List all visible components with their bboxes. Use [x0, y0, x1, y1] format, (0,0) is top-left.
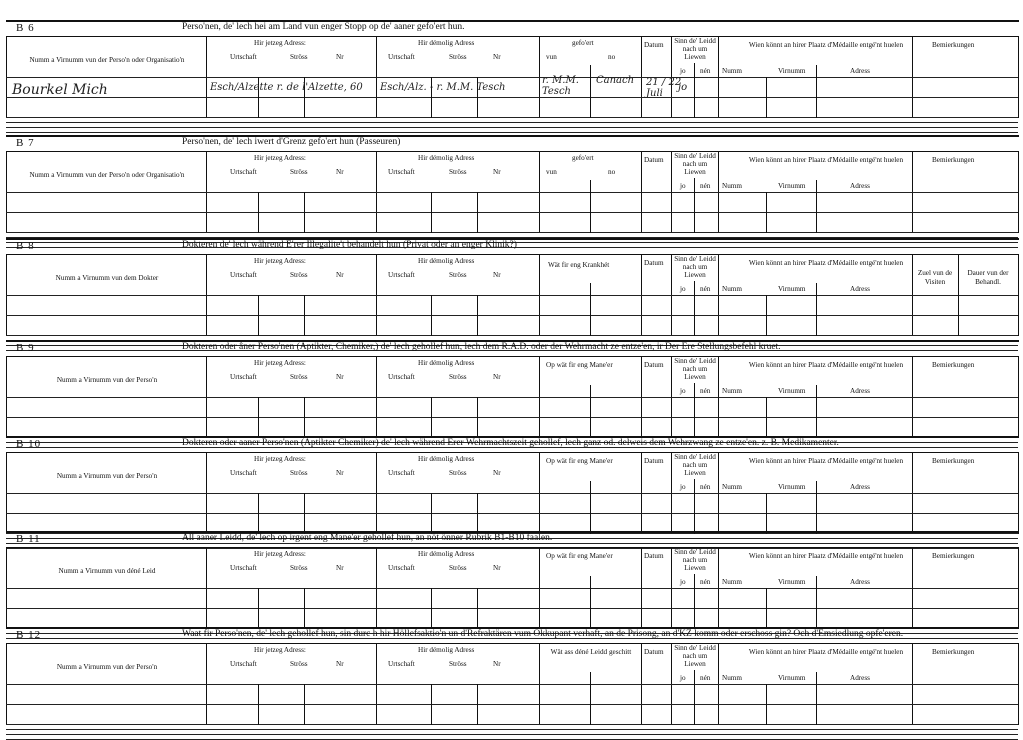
header-bottom: [6, 192, 1018, 193]
to-header: no: [608, 168, 616, 176]
place-header: Urtschaft: [230, 53, 257, 61]
section-b9: [6, 340, 1019, 437]
place-header: Urtschaft: [388, 469, 415, 477]
remarks-header: Bemierkungen: [932, 552, 975, 560]
nr-header: Nr: [336, 564, 344, 572]
section-b6: [6, 20, 1019, 117]
table-right-edge: [1018, 453, 1019, 534]
date-header: Datum: [644, 457, 664, 465]
nr-header: Nr: [336, 271, 344, 279]
place-header: Urtschaft: [388, 660, 415, 668]
street-header: Ströss: [290, 660, 308, 668]
sub-column-divider: [766, 684, 767, 725]
sub-column-divider: [694, 493, 695, 534]
section-table: [6, 36, 1019, 118]
section-id: B 12: [16, 629, 42, 641]
section-title: Perso'nen, de' lech hei am Land vun enger Stopp op de' aaner gefo'ert hun.: [182, 22, 465, 32]
from-to-divider: [590, 481, 591, 493]
manner-header: Op wät fir eng Mane'er: [546, 361, 613, 369]
table-right-edge: [1018, 357, 1019, 438]
place-header: Urtschaft: [388, 53, 415, 61]
medal-address-header: Adress: [850, 182, 870, 190]
sub-column-divider: [258, 192, 259, 233]
place-header: Urtschaft: [230, 660, 257, 668]
date-header: Datum: [644, 259, 664, 267]
yes-header: jo: [680, 578, 686, 586]
medal-name-header: Numm: [722, 483, 742, 491]
sub-column-divider: [431, 684, 432, 725]
entry-row-divider: [6, 417, 1018, 418]
sub-column-divider: [694, 192, 695, 233]
alive-header: Sinn de' Leidd nach um Liewen: [674, 357, 716, 381]
yes-no-divider: [694, 178, 695, 192]
header-bottom: [6, 588, 1018, 589]
sub-column-divider: [766, 588, 767, 629]
yes-header: jo: [680, 483, 686, 491]
section-id: B 7: [16, 137, 35, 149]
section-title: Dokteren de' lech während E'rer Illegalite't behandelt hun (Privat oder an enger Klinik?): [182, 240, 517, 250]
medal-firstname-header: Virnumm: [778, 387, 806, 395]
medal-address-header: Adress: [850, 578, 870, 586]
sub-column-divider: [766, 295, 767, 336]
place-header: Urtschaft: [388, 168, 415, 176]
street-header: Ströss: [449, 469, 467, 477]
sub-column-divider: [816, 77, 817, 118]
section-id: B 10: [16, 438, 42, 450]
sub-column-divider: [304, 588, 305, 629]
handwritten-date[interactable]: 21 / 22 Juli: [646, 77, 682, 99]
no-header: nén: [700, 182, 711, 190]
medal-address-header: Adress: [850, 67, 870, 75]
sub-column-divider: [431, 397, 432, 438]
yes-no-divider: [694, 281, 695, 295]
sub-column-divider: [766, 493, 767, 534]
section-b12: [6, 627, 1019, 724]
sub-column-divider: [304, 684, 305, 725]
entry-row-divider: [6, 513, 1018, 514]
nr-header: Nr: [493, 271, 501, 279]
section-id: B 11: [16, 533, 41, 545]
sub-column-divider: [694, 684, 695, 725]
dotted-row: [6, 734, 1018, 735]
manner-header: Op wät fir eng Mane'er: [546, 552, 613, 560]
section-id: B 9: [16, 342, 35, 354]
sub-column-divider: [694, 588, 695, 629]
former-address-header: Hir démolig Adress: [418, 550, 475, 558]
sub-column-divider: [590, 684, 591, 725]
sub-column-divider: [590, 588, 591, 629]
medal-header: Wien könnt an hirer Plaatz d'Médaille entgé'nt huelen: [748, 361, 904, 369]
from-header: vun: [546, 168, 557, 176]
sub-column-divider: [304, 192, 305, 233]
sub-column-divider: [477, 588, 478, 629]
yes-no-divider: [694, 63, 695, 77]
sub-column-divider: [590, 493, 591, 534]
sub-column-divider: [766, 397, 767, 438]
yes-header: jo: [680, 182, 686, 190]
from-header: vun: [546, 53, 557, 61]
sub-column-divider: [816, 295, 817, 336]
current-address-header: Hir jetzeg Adress:: [254, 646, 306, 654]
section-b10: [6, 436, 1019, 533]
name-column-header: Numm a Virnumm vun dem Dokter: [55, 274, 159, 282]
former-address-header: Hir démolig Adress: [418, 646, 475, 654]
place-header: Urtschaft: [230, 469, 257, 477]
medal-sub-divider: [816, 672, 817, 684]
header-bottom: [6, 493, 1018, 494]
yes-no-divider: [694, 670, 695, 684]
section-table: [6, 151, 1019, 233]
medal-firstname-header: Virnumm: [778, 578, 806, 586]
former-address-header: Hir démolig Adress: [418, 39, 475, 47]
alive-header: Sinn de' Leidd nach um Liewen: [674, 453, 716, 477]
yes-header: jo: [680, 285, 686, 293]
street-header: Ströss: [449, 373, 467, 381]
duration-header: Dauer vun der Behandl.: [967, 269, 1009, 286]
yes-header: jo: [680, 67, 686, 75]
sub-column-divider: [694, 397, 695, 438]
sub-column-divider: [816, 493, 817, 534]
street-header: Ströss: [290, 564, 308, 572]
section-b8: [6, 238, 1019, 335]
section-b11: [6, 531, 1019, 628]
medal-sub-divider: [816, 180, 817, 192]
handwritten-alive[interactable]: jo: [678, 82, 688, 93]
current-address-header: Hir jetzeg Adress:: [254, 550, 306, 558]
yes-header: jo: [680, 674, 686, 682]
sub-column-divider: [477, 684, 478, 725]
remarks-header: Bemierkungen: [932, 457, 975, 465]
medal-name-header: Numm: [722, 578, 742, 586]
medal-address-header: Adress: [850, 674, 870, 682]
medal-address-header: Adress: [850, 483, 870, 491]
name-column-header: Numm a Virnumm vun der Perso'n oder Organisatio'n: [29, 171, 185, 179]
nr-header: Nr: [336, 660, 344, 668]
current-address-header: Hir jetzeg Adress:: [254, 257, 306, 265]
nr-header: Nr: [493, 469, 501, 477]
medal-header: Wien könnt an hirer Plaatz d'Médaille entgé'nt huelen: [748, 552, 904, 560]
street-header: Ströss: [290, 271, 308, 279]
table-bottom: [6, 117, 1018, 118]
handwritten-current-address[interactable]: Esch/Alzette r. de l'Alzette, 60: [210, 82, 363, 93]
name-column-header: Numm a Virnumm vun der Perso'n: [56, 472, 158, 480]
sub-column-divider: [477, 493, 478, 534]
street-header: Ströss: [449, 564, 467, 572]
current-address-header: Hir jetzeg Adress:: [254, 154, 306, 162]
section-title: Dokteren oder âner Perso'nen (Aptikter, Chemiker,) de' lech gehollef hun, lech dem R.A.D. oder der Wehrmacht ze entze'en, ir Der Ere Stellungsbefehl kruet.: [182, 342, 781, 352]
visits-header: Zuel vun de Visiten: [917, 269, 953, 286]
handwritten-former-address[interactable]: Esch/Alz. - r. M.M. Tesch: [380, 82, 506, 93]
entry-row-divider: [6, 315, 1018, 316]
header-bottom: [6, 295, 1018, 296]
section-table: [6, 356, 1019, 438]
section-title: Perso'nen, de' lech iwert d'Grenz gefo'ert hun (Passeuren): [182, 137, 401, 147]
section-title: All aaner Leidd, de' lech op irgent eng Mane'er gehollef hun, an nöt önner Rubrik B1-B10 faalen.: [182, 533, 553, 543]
date-header: Datum: [644, 648, 664, 656]
street-header: Ströss: [449, 660, 467, 668]
place-header: Urtschaft: [230, 373, 257, 381]
street-header: Ströss: [449, 53, 467, 61]
sub-column-divider: [431, 192, 432, 233]
entry-row-divider: [6, 704, 1018, 705]
name-column-header: Numm a Virnumm vun der Perso'n: [56, 376, 158, 384]
dotted-row: [6, 122, 1018, 123]
former-address-header: Hir démolig Adress: [418, 455, 475, 463]
nr-header: Nr: [336, 373, 344, 381]
nr-header: Nr: [493, 53, 501, 61]
handwritten-name[interactable]: Bourkel Mich: [12, 82, 108, 98]
yes-header: jo: [680, 387, 686, 395]
sub-column-divider: [304, 397, 305, 438]
yes-no-divider: [694, 479, 695, 493]
section-title: Waat fir Perso'nen, de' lech gehollef hun, sin durc h hir Höllefsaktio'n un d'Refraktären vum Okkupant verhaft, an de Prisong, an d'KZ komm oder erschoss gin? Och d'Emsiedlung opfe'eren.: [182, 629, 904, 639]
current-address-header: Hir jetzeg Adress:: [254, 39, 306, 47]
sub-column-divider: [590, 77, 591, 118]
table-right-edge: [1018, 152, 1019, 233]
place-header: Urtschaft: [230, 168, 257, 176]
name-column-header: Numm a Virnumm vun déné Leid: [58, 567, 156, 575]
medal-firstname-header: Virnumm: [778, 483, 806, 491]
no-header: nén: [700, 387, 711, 395]
header-bottom: [6, 684, 1018, 685]
section-title: Dokteren oder aaner Perso'nen (Aptikter Chemiker) de' lech während Erer Wehrmachtszeit gehollef, lech ganz od. delweis dem Wehrzwang ze entze'en. z. B. Medikamenter.: [182, 438, 839, 448]
sub-column-divider: [816, 684, 817, 725]
sub-column-divider: [304, 493, 305, 534]
sub-column-divider: [258, 397, 259, 438]
former-address-header: Hir démolig Adress: [418, 359, 475, 367]
section-rule: [6, 20, 1019, 22]
from-to-divider: [590, 180, 591, 192]
table-right-edge: [1018, 548, 1019, 629]
section-table: [6, 254, 1019, 336]
alive-header: Sinn de' Leidd nach um Liewen: [674, 255, 716, 279]
medal-name-header: Numm: [722, 67, 742, 75]
current-address-header: Hir jetzeg Adress:: [254, 359, 306, 367]
place-header: Urtschaft: [388, 373, 415, 381]
alive-header: Sinn de' Leidd nach um Liewen: [674, 37, 716, 61]
date-header: Datum: [644, 552, 664, 560]
manner-header: Op wät fir eng Mane'er: [546, 457, 613, 465]
sub-column-divider: [816, 397, 817, 438]
medal-header: Wien könnt an hirer Plaatz d'Médaille entgé'nt huelen: [748, 41, 904, 49]
medal-firstname-header: Virnumm: [778, 182, 806, 190]
former-address-header: Hir démolig Adress: [418, 257, 475, 265]
table-bottom: [6, 335, 1018, 336]
medal-header: Wien könnt an hirer Plaatz d'Médaille entgé'nt huelen: [748, 259, 904, 267]
street-header: Ströss: [290, 53, 308, 61]
sub-column-divider: [431, 493, 432, 534]
street-header: Ströss: [449, 168, 467, 176]
sub-column-divider: [431, 295, 432, 336]
no-header: nén: [700, 578, 711, 586]
medal-sub-divider: [816, 283, 817, 295]
section-table: [6, 643, 1019, 725]
sub-column-divider: [258, 684, 259, 725]
date-header: Datum: [644, 156, 664, 164]
table-right-edge: [1018, 37, 1019, 118]
medal-name-header: Numm: [722, 674, 742, 682]
dotted-row: [6, 127, 1018, 128]
sub-column-divider: [477, 397, 478, 438]
sub-column-divider: [258, 493, 259, 534]
medal-header: Wien könnt an hirer Plaatz d'Médaille entgé'nt huelen: [748, 457, 904, 465]
sub-column-divider: [590, 295, 591, 336]
from-to-divider: [590, 576, 591, 588]
medal-firstname-header: Virnumm: [778, 674, 806, 682]
no-header: nén: [700, 67, 711, 75]
medal-firstname-header: Virnumm: [778, 67, 806, 75]
place-header: Urtschaft: [230, 564, 257, 572]
medal-sub-divider: [816, 65, 817, 77]
remarks-header: Bemierkungen: [932, 648, 975, 656]
column-divider: [958, 255, 959, 336]
medal-name-header: Numm: [722, 387, 742, 395]
place-header: Urtschaft: [230, 271, 257, 279]
illness-header: Wät fir eng Krankhét: [548, 261, 610, 269]
section-table: [6, 452, 1019, 534]
table-bottom: [6, 724, 1018, 725]
sub-column-divider: [304, 295, 305, 336]
place-header: Urtschaft: [388, 564, 415, 572]
yes-no-divider: [694, 574, 695, 588]
date-header: Datum: [644, 361, 664, 369]
remarks-header: Bemierkungen: [932, 41, 975, 49]
street-header: Ströss: [290, 469, 308, 477]
handwritten-to[interactable]: Canach: [596, 75, 635, 86]
medal-header: Wien könnt an hirer Plaatz d'Médaille entgé'nt huelen: [748, 648, 904, 656]
current-address-header: Hir jetzeg Adress:: [254, 455, 306, 463]
sub-column-divider: [766, 192, 767, 233]
nr-header: Nr: [493, 660, 501, 668]
from-to-divider: [590, 65, 591, 77]
yes-no-divider: [694, 383, 695, 397]
table-right-edge: [1018, 255, 1019, 336]
medal-firstname-header: Virnumm: [778, 285, 806, 293]
medal-sub-divider: [816, 481, 817, 493]
name-column-header: Numm a Virnumm vun der Perso'n oder Organisatio'n: [29, 56, 185, 64]
sub-column-divider: [477, 295, 478, 336]
medal-name-header: Numm: [722, 285, 742, 293]
alive-header: Sinn de' Leidd nach um Liewen: [674, 548, 716, 572]
dotted-row: [6, 132, 1018, 133]
section-b7: [6, 135, 1019, 232]
no-header: nén: [700, 285, 711, 293]
handwritten-from[interactable]: r. M.M. Tesch: [542, 75, 579, 97]
from-to-divider: [590, 283, 591, 295]
sub-column-divider: [258, 588, 259, 629]
street-header: Ströss: [290, 168, 308, 176]
medal-sub-divider: [816, 385, 817, 397]
nr-header: Nr: [336, 168, 344, 176]
date-header: Datum: [644, 41, 664, 49]
medal-address-header: Adress: [850, 387, 870, 395]
header-bottom: [6, 397, 1018, 398]
section-id: B 8: [16, 240, 35, 252]
alive-header: Sinn de' Leidd nach um Liewen: [674, 644, 716, 668]
sub-column-divider: [694, 77, 695, 118]
remarks-header: Bemierkungen: [932, 156, 975, 164]
transported-header: gefo'ert: [572, 154, 594, 162]
sub-column-divider: [590, 192, 591, 233]
sub-column-divider: [590, 397, 591, 438]
nr-header: Nr: [493, 564, 501, 572]
from-to-divider: [590, 672, 591, 684]
entry-row-divider: [6, 608, 1018, 609]
sub-column-divider: [431, 588, 432, 629]
sub-column-divider: [258, 295, 259, 336]
nr-header: Nr: [336, 53, 344, 61]
header-bottom: [6, 77, 1018, 78]
from-to-divider: [590, 385, 591, 397]
entry-row-divider: [6, 212, 1018, 213]
sub-column-divider: [766, 77, 767, 118]
name-column-header: Numm a Virnumm vun der Perso'n: [56, 663, 158, 671]
dotted-row: [6, 729, 1018, 730]
sub-column-divider: [816, 192, 817, 233]
alive-header: Sinn de' Leidd nach um Liewen: [674, 152, 716, 176]
medal-header: Wien könnt an hirer Plaatz d'Médaille entgé'nt huelen: [748, 156, 904, 164]
section-table: [6, 547, 1019, 629]
section-id: B 6: [16, 22, 35, 34]
remarks-header: Bemierkungen: [932, 361, 975, 369]
sub-column-divider: [477, 192, 478, 233]
what-happened-header: Wät ass déné Leidd geschitt: [550, 648, 632, 656]
table-right-edge: [1018, 644, 1019, 725]
medal-name-header: Numm: [722, 182, 742, 190]
street-header: Ströss: [449, 271, 467, 279]
nr-header: Nr: [336, 469, 344, 477]
no-header: nén: [700, 483, 711, 491]
sub-column-divider: [816, 588, 817, 629]
nr-header: Nr: [493, 168, 501, 176]
medal-address-header: Adress: [850, 285, 870, 293]
place-header: Urtschaft: [388, 271, 415, 279]
street-header: Ströss: [290, 373, 308, 381]
medal-sub-divider: [816, 576, 817, 588]
entry-row-divider: [6, 97, 1018, 98]
no-header: nén: [700, 674, 711, 682]
sub-column-divider: [694, 295, 695, 336]
section-rule: [6, 135, 1019, 137]
nr-header: Nr: [493, 373, 501, 381]
former-address-header: Hir démolig Adress: [418, 154, 475, 162]
transported-header: gefo'ert: [572, 39, 594, 47]
to-header: no: [608, 53, 616, 61]
table-bottom: [6, 232, 1018, 233]
